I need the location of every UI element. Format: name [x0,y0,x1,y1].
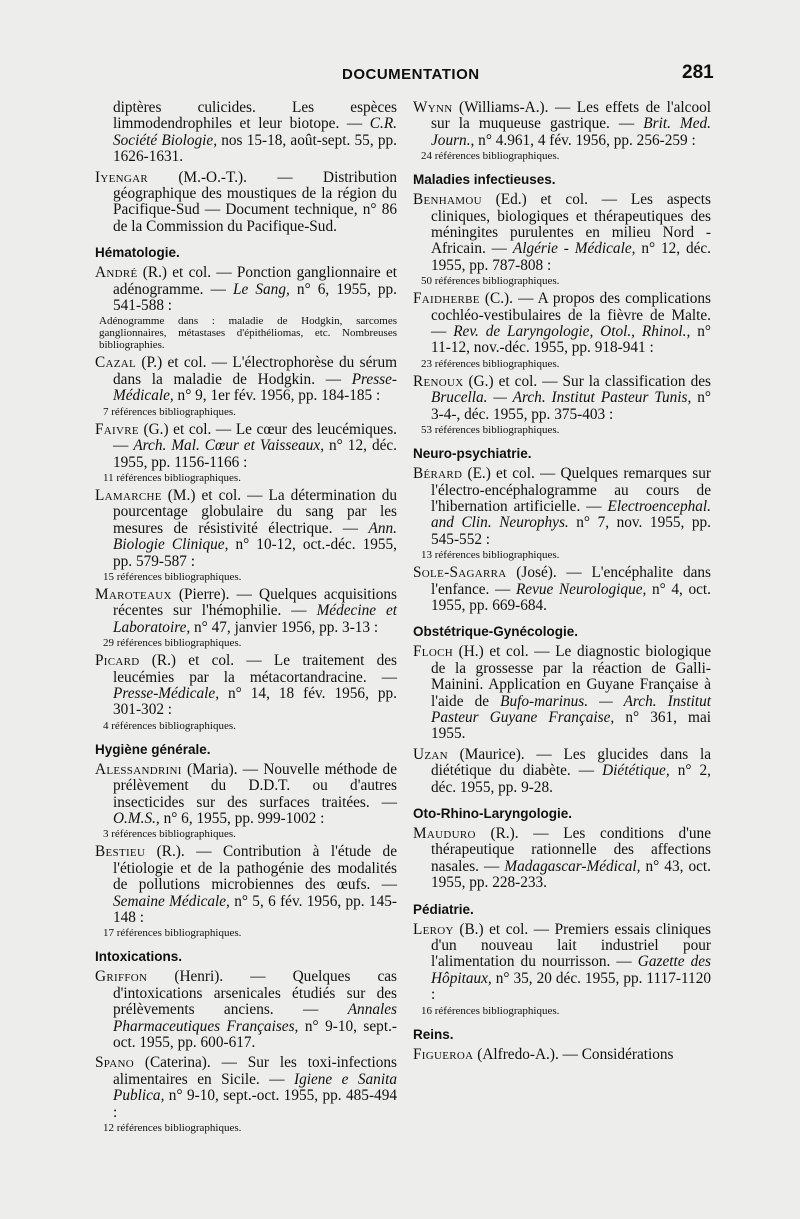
entry-author: Renoux [413,372,464,390]
entry-source: Bufo-marinus. — Arch. Institut Pasteur Guyane Française, [431,692,711,726]
entry-reference: n° 11-12, nov.-déc. 1955, pp. 918-941 : [431,323,711,357]
section-heading: Hygiène générale. [95,741,211,757]
entry-source: Algérie - Médicale, [512,240,636,258]
bibliography-entry [413,192,711,287]
entry-reference: n° 6, 1955, pp. 999-1002 : [159,810,325,827]
entry-text: (Williams-A.). — Les effets de l'alcool sur la muqueuse gastrique. — [431,99,711,133]
entry-author: Alessandrini [95,760,182,778]
entry-reference: n° 2, déc. 1955, pp. 9-28. [431,762,711,796]
page-number: 281 [682,62,714,83]
bibliography-entry [413,747,711,796]
bibliography-entry [413,374,711,436]
entry-note: 4 références bibliographiques. [103,719,236,732]
entry-text: (R.). — Contribution à l'étude de l'étiologie et de la pathogénie des modalités de pollutions microbiennes des œufs. — [113,843,397,894]
entry-reference: n° 3-4-, déc. 1955, pp. 375-403 : [431,389,711,423]
entry-note: 53 références bibliographiques. [421,424,560,437]
entry-source: O.M.S., [113,810,160,827]
entry-text: (Henri). — Quelques cas d'intoxications arsenicales étudiés sur des prélèvements anciens. — [113,968,397,1019]
entry-text: (Pierre). — Quelques acquisitions récentes sur l'hémophilie. — [113,585,397,620]
entry-source: Igiene e Sanita Publica, [113,1070,397,1105]
entry-author: Floch [413,643,453,661]
entry-author: Iyengar [95,168,149,186]
section-heading: Pédiatrie. [413,901,474,917]
entry-text: (Alfredo-A.). — Considérations [473,1045,674,1063]
entry-source: Gazette des Hôpitaux, [431,953,711,987]
entry-text: (R.). — Les conditions d'une thérapeutique rationnelle des affections nasales. — [431,825,711,875]
entry-source: C.R. Société Biologie, [113,115,397,149]
entry-author: Faidherbe [413,290,480,308]
entry-note: 7 références bibliographiques. [103,405,236,418]
entry-author: André [95,264,138,282]
bibliography-entry [413,826,711,892]
bibliography-entry [95,653,397,732]
entry-source: Brucella. — Arch. Institut Pasteur Tunis, [431,389,692,407]
entry-author: Wynn [413,99,453,116]
bibliography-entry [95,422,397,484]
entry-source: Semaine Médicale, [113,892,230,910]
bibliography-entry [95,488,397,583]
entry-reference: n° 14, 18 fév. 1956, pp. 301-302 : [113,684,397,719]
entry-author: Bestieu [95,843,146,861]
entry-note: 3 références bibliographiques. [103,828,236,841]
entry-source: Médecine et Laboratoire, [113,602,398,636]
entry-note: 15 références bibliographiques. [103,570,242,583]
bibliography-entry [95,170,397,236]
section-heading: Neuro-psychiatrie. [413,446,532,462]
entry-author: Sole-Sagarra [413,564,507,582]
entry-reference: n° 4, oct. 1955, pp. 669-684. [431,580,711,614]
entry-note: 17 références bibliographiques. [103,927,242,940]
entry-reference: n° 10-12, oct.-déc. 1955, pp. 579-587 : [113,536,397,570]
entry-reference: n° 5, 6 fév. 1956, pp. 145-148 : [113,892,397,927]
entry-note: 29 références bibliographiques. [103,637,242,650]
bibliography-entry [95,587,397,649]
bibliography-entry [413,922,711,1017]
entry-text: (P.) et col. — L'électrophorèse du sérum dans la maladie de Hodgkin. — [113,354,397,388]
entry-reference: n° 12, déc. 1955, pp. 787-808 : [431,240,712,274]
bibliography-entry [95,969,397,1051]
entry-source: Presse-Médicale, [113,370,397,405]
entry-author: Griffon [95,968,148,986]
section-heading: Oto-Rhino-Laryngologie. [413,806,572,821]
entry-source: Brit. Med. Journ., [431,115,711,149]
bibliography-entry [95,355,397,417]
entry-reference: n° 9, 1er fév. 1956, pp. 184-185 : [173,387,381,405]
entry-text: (José). — L'encéphalite dans l'enfance. — [431,564,711,598]
entry-note: 11 références bibliographiques. [103,471,241,484]
entry-author: Leroy [413,920,454,938]
entry-author: Maroteaux [95,585,172,603]
entry-reference: n° 4.961, 4 fév. 1956, pp. 256-259 : [474,131,696,149]
entry-author: Uzan [413,745,448,763]
entry-source: Electroencephal. and Clin. Neurophys. [431,497,711,532]
entry-text: (G.) et col. — Sur la classification des [463,372,711,390]
entry-source: Le Sang, [232,280,290,298]
entry-reference: n° 47, janvier 1956, pp. 3-13 : [190,618,379,636]
entry-note: 13 références bibliographiques. [421,549,560,562]
entry-source: Annales Pharmaceutiques Françaises, [113,1001,397,1035]
section-heading: Intoxications. [95,949,183,965]
entry-text: (B.) et col. — Premiers essais cliniques d'un nouveau lait industriel pour l'alimentation du nourrisson. — [431,920,711,971]
entry-text: (H.) et col. — Le diagnostic biologique de la grossesse par la réaction de Galli-Mainini. Application en Guyane Française à l'aide de [431,643,711,710]
entry-author: Faivre [95,420,139,438]
entry-author: Figueroa [413,1045,474,1063]
entry-source: Arch. Mal. Cœur et Vaisseaux, [133,437,325,455]
bibliography-entry [95,844,397,939]
bibliography-entry [413,565,711,614]
entry-author: Spano [95,1054,134,1072]
entry-author: Mauduro [413,825,476,842]
bibliography-entry [95,762,397,841]
entry-reference: n° 12, déc. 1955, pp. 1156-1166 : [113,437,397,471]
entry-text: (C.). — A propos des complications cochléo-vestibulaires de la fièvre de Malte. — [431,290,711,341]
entry-reference: n° 43, oct. 1955, pp. 228-233. [431,857,711,892]
entry-source: Rev. de Laryngologie, Otol., Rhinol., [453,323,691,341]
entry-author: Benhamou [413,191,482,209]
entry-author: Bérard [413,465,463,483]
entry-text: (M.) et col. — La détermination du pourcentage globulaire du sang par les mesures de résistivité électrique. — [113,486,397,537]
entry-text: (Caterina). — Sur les toxi-infections alimentaires en Sicile. — [113,1054,397,1088]
section-heading: Maladies infectieuses. [413,172,556,188]
bibliography-entry [413,291,711,370]
running-header [0,62,800,84]
entry-reference: nos 15-18, août-sept. 55, pp. 1626-1631. [113,131,397,166]
bibliography-entry [413,100,711,162]
entry-text: (M.-O.-T.). — Distribution géographique des moustiques de la région du Pacifique-Sud — Document technique, n° 86 de la Commission du Pacifique-Sud. [113,168,397,235]
entry-note: 23 références bibliographiques. [421,357,560,370]
section-heading: Reins. [413,1026,454,1042]
entry-text: (Ed.) et col. — Les aspects cliniques, biologiques et thérapeutiques des méningites purulentes en milieu Nord - Africain. — [431,191,711,258]
bibliography-entry [413,466,711,561]
entry-note: 50 références bibliographiques. [421,275,560,288]
entry-text: (Maurice). — Les glucides dans la diététique du diabète. — [431,745,711,780]
entry-reference: n° 6, 1955, pp. 541-588 : [113,280,398,315]
section-heading: Obstétrique-Gynécologie. [413,624,579,640]
bibliography-entry [95,100,397,166]
entry-author: Cazal [95,354,137,372]
entry-text: (E.) et col. — Quelques remarques sur l'électro-encéphalogramme au cours de l'hibernation artificielle. — [431,465,711,515]
entry-text: (G.) et col. — Le cœur des leucémiques. — [113,420,397,455]
entry-reference: n° 7, nov. 1955, pp. 545-552 : [431,514,711,548]
right-column [413,100,711,1067]
entry-source: Presse-Médicale, [113,684,220,702]
entry-text: (R.) et col. — Ponction ganglionnaire et adénogramme. — [113,264,397,298]
entry-text: (R.) et col. — Le traitement des leucémies par la métacortandracine. — [113,652,397,686]
entry-note: 24 références bibliographiques. [421,150,560,163]
bibliography-entry [95,265,397,351]
page-title: DOCUMENTATION [342,66,480,83]
entry-author: Picard [95,652,140,670]
entry-source: Ann. Biologie Clinique, [113,519,397,554]
entry-note: 16 références bibliographiques. [421,1004,560,1017]
entry-source: Diététique, [602,762,670,780]
entry-author: Lamarche [95,486,162,504]
entry-source: Madagascar-Médical, [504,857,641,875]
bibliography-entry [413,1047,711,1063]
bibliography-entry [413,644,711,742]
section-heading: Hématologie. [95,245,180,261]
entry-source: Revue Neurologique, [515,580,647,598]
entry-note: 12 références bibliographiques. [103,1122,242,1135]
entry-reference: n° 35, 20 déc. 1955, pp. 1117-1120 : [431,969,711,1004]
entry-note: Adénogramme dans : maladie de Hodgkin, sarcomes ganglionnaires, métastases d'épithéliomas, etc. Nombreuses bibliographies. [99,315,397,352]
entry-reference: n° 361, mai 1955. [431,708,711,743]
bibliography-entry [95,1055,397,1134]
entry-text: (Maria). — Nouvelle méthode de prélèvement du D.D.T. ou d'autres insecticides sur des surfaces traitées. — [113,760,397,811]
left-column [95,100,397,1138]
entry-reference: n° 9-10, sept.-oct. 1955, pp. 485-494 : [113,1087,397,1121]
entry-reference: n° 9-10, sept.-oct. 1955, pp. 600-617. [113,1017,397,1052]
entry-text: diptères culicides. Les espèces limmodendrophiles et leur biotope. — [113,99,397,133]
